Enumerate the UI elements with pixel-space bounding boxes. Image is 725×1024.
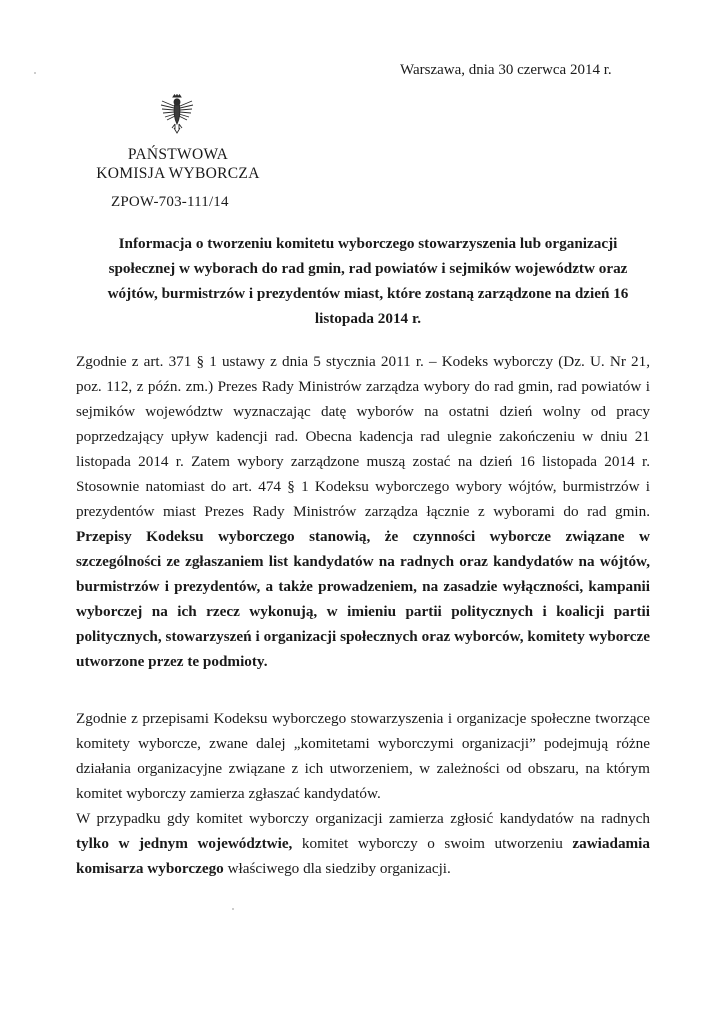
polish-eagle-emblem-icon [160,94,194,134]
reference-number: ZPOW-703-111/14 [111,194,229,210]
org-line-2: KOMISJA WYBORCZA [96,165,260,182]
paragraph-3-text-b: komitet wyborczy o swoim utworzeniu [292,835,573,852]
paragraph-1-text: Zgodnie z art. 371 § 1 ustawy z dnia 5 stycznia 2011 r. – Kodeks wyborczy (Dz. U. Nr 21, poz. 112, z późn. zm.) Prezes Rady Ministrów zarządza wybory do rad gmin, rad powiatów i sejmików województw wyznaczając datę wyborów na ostatni dzień wolny od pracy poprzedzający upływ kadencji rad. Obecna kadencja rad ulegnie zakończeniu w dniu 21 listopada 2014 r. Zatem wybory zarządzone muszą zostać na dzień 16 listopada 2014 r. Stosownie natomiast do art. 474 § 1 Kodeksu wyborczego wybory wójtów, burmistrzów i prezydentów miast Prezes Rady Ministrów zarządza łącznie z wyborami do rad gmin. [76,353,650,520]
paragraph-1-bold-text: Przepisy Kodeksu wyborczego stanowią, że czynności wyborcze związane w szczególności ze zgłaszaniem list kandydatów na radnych oraz kandydatów na wójtów, burmistrzów i prezydentów, a także prowadzeniem, na zasadzie wyłączności, kampanii wyborczej na ich rzecz wykonują, w imieniu partii politycznych i koalicji partii politycznych, stowarzyszeń i organizacji społecznych oraz wyborców, komitety wyborcze utworzone przez te podmioty. [76,528,650,670]
paragraph-2-text: Zgodnie z przepisami Kodeksu wyborczego stowarzyszenia i organizacje społeczne tworzące komitety wyborcze, zwane dalej „komitetami wyborczymi organizacji” podejmują różne działania organizacyjne związane z ich utworzeniem, w zależności od obszaru, na którym komitet wyborczy zamierza zgłaszać kandydatów. [76,710,650,802]
paragraph-3 [76,806,650,881]
scan-speck [34,72,36,74]
scan-speck [232,908,234,910]
body-paragraph-2 [76,706,650,881]
paragraph-3-text-a: W przypadku gdy komitet wyborczy organizacji zamierza zgłosić kandydatów na radnych [76,810,650,827]
paragraph-3-bold-b: zawiadamia komisarza wyborczego [76,835,650,877]
org-line-1: PAŃSTWOWA [127,146,229,163]
body-paragraph-1 [76,349,650,674]
date-line: Warszawa, dnia 30 czerwca 2014 r. [400,62,612,78]
paragraph-3-text-c: właściwego dla siedziby organizacji. [223,860,451,877]
organization-name [84,145,272,183]
document-title: Informacja o tworzeniu komitetu wyborczego stowarzyszenia lub organizacji społecznej w wyborach do rad gmin, rad powiatów i sejmików województw oraz wójtów, burmistrzów i prezydentów miast, które zostaną zarządzone na dzień 16 listopada 2014 r. [107,235,629,327]
paragraph-3-bold-a: tylko w jednym województwie, [76,835,293,852]
